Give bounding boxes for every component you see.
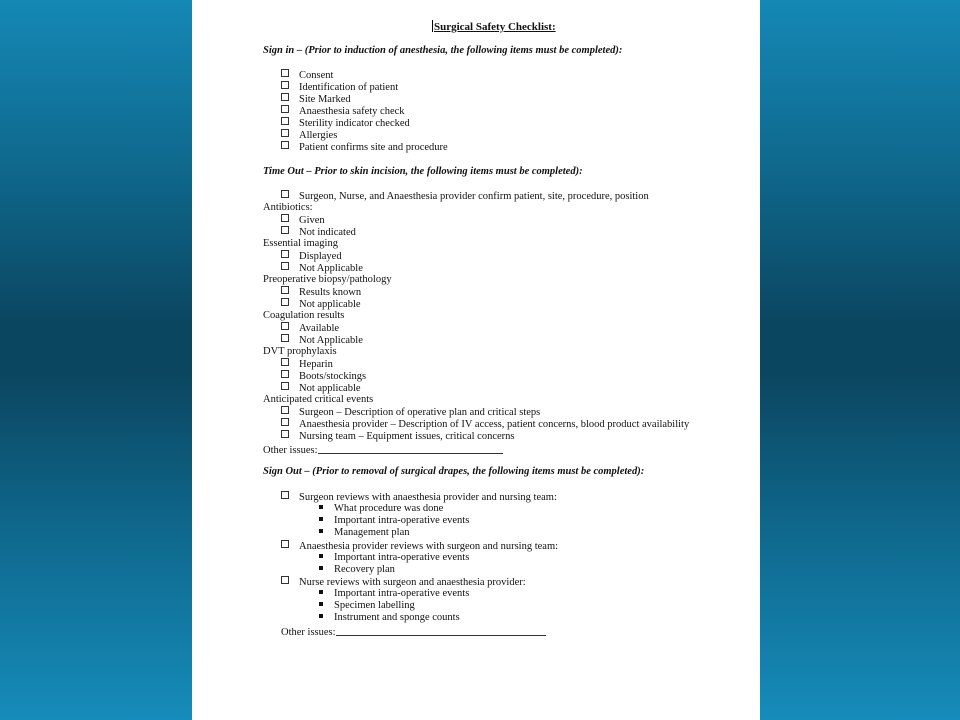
checklist-item[interactable]: Surgeon – Description of operative plan and critical steps	[281, 406, 540, 419]
checklist-item[interactable]: Allergies	[281, 129, 337, 142]
checkbox-icon[interactable]	[281, 93, 289, 101]
other-issues-row	[263, 443, 503, 457]
other-issues-label: Other issues:	[281, 627, 336, 638]
checkbox-icon[interactable]	[281, 322, 289, 330]
checklist-item[interactable]: Boots/stockings	[281, 370, 366, 383]
checkbox-icon[interactable]	[281, 576, 289, 584]
checklist-item[interactable]: Nursing team – Equipment issues, critical concerns	[281, 430, 515, 443]
document-page	[192, 0, 760, 720]
text-cursor	[432, 20, 433, 32]
checkbox-icon[interactable]	[281, 262, 289, 270]
checklist-document	[192, 0, 760, 720]
bullet-icon	[319, 566, 323, 570]
sign-out-heading: Sign Out – (Prior to removal of surgical drapes, the following items must be completed):	[263, 466, 645, 477]
checkbox-icon[interactable]	[281, 491, 289, 499]
checkbox-icon[interactable]	[281, 370, 289, 378]
other-issues-field[interactable]	[336, 625, 546, 636]
checkbox-icon[interactable]	[281, 141, 289, 149]
checklist-item[interactable]: Identification of patient	[281, 81, 398, 94]
checklist-item[interactable]: Anaesthesia provider – Description of IV access, patient concerns, blood product availability	[281, 418, 689, 431]
checkbox-icon[interactable]	[281, 129, 289, 137]
document-title: Surgical Safety Checklist:	[434, 21, 556, 33]
other-issues-row	[281, 625, 546, 639]
bullet-icon	[319, 590, 323, 594]
list-item: Recovery plan	[319, 564, 395, 576]
list-item: Management plan	[319, 527, 410, 539]
checkbox-icon[interactable]	[281, 226, 289, 234]
list-item: Important intra-operative events	[319, 588, 469, 600]
checkbox-icon[interactable]	[281, 105, 289, 113]
other-issues-label: Other issues:	[263, 445, 318, 456]
checkbox-icon[interactable]	[281, 190, 289, 198]
checkbox-icon[interactable]	[281, 358, 289, 366]
checklist-item[interactable]: Site Marked	[281, 93, 351, 106]
bullet-icon	[319, 505, 323, 509]
checklist-item[interactable]: Surgeon, Nurse, and Anaesthesia provider confirm patient, site, procedure, position	[281, 190, 649, 203]
list-item: Important intra-operative events	[319, 515, 469, 527]
checklist-item[interactable]: Surgeon reviews with anaesthesia provider and nursing team:	[281, 491, 557, 504]
checkbox-icon[interactable]	[281, 382, 289, 390]
checklist-item[interactable]: Not Applicable	[281, 334, 363, 347]
checklist-item[interactable]: Not applicable	[281, 382, 361, 395]
checkbox-icon[interactable]	[281, 214, 289, 222]
dvt-label: DVT prophylaxis	[263, 346, 337, 357]
checklist-item[interactable]: Not indicated	[281, 226, 356, 239]
bullet-icon	[319, 517, 323, 521]
antibiotics-label: Antibiotics:	[263, 202, 313, 213]
checklist-item[interactable]: Not applicable	[281, 298, 361, 311]
checklist-item[interactable]: Given	[281, 214, 325, 227]
bullet-icon	[319, 614, 323, 618]
time-out-heading: Time Out – Prior to skin incision, the following items must be completed):	[263, 166, 583, 177]
checkbox-icon[interactable]	[281, 117, 289, 125]
bullet-icon	[319, 529, 323, 533]
list-item: Instrument and sponge counts	[319, 612, 460, 624]
checklist-item[interactable]: Nurse reviews with surgeon and anaesthesia provider:	[281, 576, 526, 589]
coagulation-label: Coagulation results	[263, 310, 345, 321]
checklist-item[interactable]: Anaesthesia safety check	[281, 105, 405, 118]
checkbox-icon[interactable]	[281, 69, 289, 77]
checkbox-icon[interactable]	[281, 540, 289, 548]
checkbox-icon[interactable]	[281, 298, 289, 306]
checklist-item[interactable]: Sterility indicator checked	[281, 117, 410, 130]
list-item: Important intra-operative events	[319, 552, 469, 564]
list-item: What procedure was done	[319, 503, 443, 515]
checklist-item[interactable]: Heparin	[281, 358, 333, 371]
checklist-item[interactable]: Results known	[281, 286, 361, 299]
checkbox-icon[interactable]	[281, 430, 289, 438]
sign-in-heading: Sign in – (Prior to induction of anesthesia, the following items must be completed):	[263, 45, 623, 56]
imaging-label: Essential imaging	[263, 238, 338, 249]
biopsy-label: Preoperative biopsy/pathology	[263, 274, 392, 285]
checkbox-icon[interactable]	[281, 334, 289, 342]
checklist-item[interactable]: Anaesthesia provider reviews with surgeon and nursing team:	[281, 540, 558, 553]
bullet-icon	[319, 602, 323, 606]
checkbox-icon[interactable]	[281, 286, 289, 294]
checklist-item[interactable]: Available	[281, 322, 339, 335]
checklist-item[interactable]: Displayed	[281, 250, 342, 263]
checklist-item[interactable]: Not Applicable	[281, 262, 363, 275]
checkbox-icon[interactable]	[281, 406, 289, 414]
list-item: Specimen labelling	[319, 600, 415, 612]
other-issues-field[interactable]	[318, 443, 503, 454]
critical-events-label: Anticipated critical events	[263, 394, 374, 405]
bullet-icon	[319, 554, 323, 558]
checkbox-icon[interactable]	[281, 81, 289, 89]
checkbox-icon[interactable]	[281, 418, 289, 426]
checklist-item[interactable]: Patient confirms site and procedure	[281, 141, 448, 154]
checklist-item[interactable]: Consent	[281, 69, 333, 82]
checkbox-icon[interactable]	[281, 250, 289, 258]
